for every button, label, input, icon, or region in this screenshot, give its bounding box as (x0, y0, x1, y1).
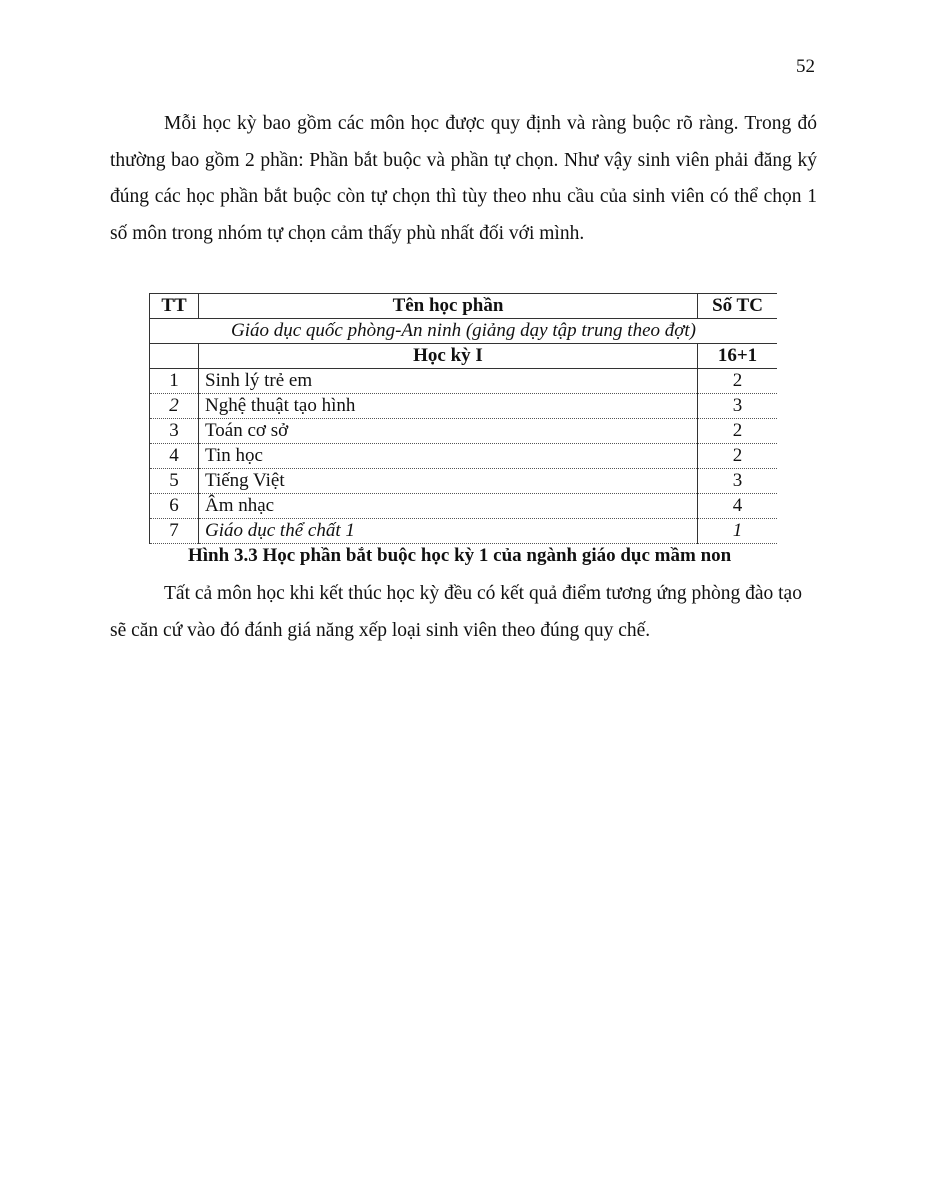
semester-empty-cell (150, 344, 199, 369)
table-row (150, 394, 778, 419)
row-tt: 2 (150, 394, 199, 419)
row-credits: 2 (698, 369, 778, 394)
row-credits: 3 (698, 469, 778, 494)
table-header-row (150, 294, 778, 319)
row-tt: 3 (150, 419, 199, 444)
row-course-name: Tin học (199, 444, 698, 469)
row-tt: 1 (150, 369, 199, 394)
semester-credits: 16+1 (698, 344, 778, 369)
row-credits: 4 (698, 494, 778, 519)
intro-paragraph (110, 106, 817, 252)
row-course-name: Nghệ thuật tạo hình (199, 394, 698, 419)
course-table (149, 293, 777, 544)
row-course-name: Giáo dục thể chất 1 (199, 519, 698, 544)
table-row (150, 469, 778, 494)
semester-label: Học kỳ I (199, 344, 698, 369)
page-number: 52 (796, 56, 815, 77)
table-row (150, 419, 778, 444)
row-credits: 2 (698, 419, 778, 444)
header-course-name: Tên học phần (199, 294, 698, 319)
row-credits: 1 (698, 519, 778, 544)
row-course-name: Âm nhạc (199, 494, 698, 519)
semester-row (150, 344, 778, 369)
row-tt: 5 (150, 469, 199, 494)
closing-paragraph-text: Tất cả môn học khi kết thúc học kỳ đều có kết quả điểm tương ứng phòng đào tạo sẽ căn cứ vào đó đánh giá năng xếp loại sinh viên theo đúng quy chế. (110, 583, 802, 641)
course-table-container (149, 293, 777, 544)
intro-paragraph-text: Mỗi học kỳ bao gồm các môn học được quy định và ràng buộc rõ ràng. Trong đó thường bao gồm 2 phần: Phần bắt buộc và phần tự chọn. Như vậy sinh viên phải đăng ký đúng các học phần bắt buộc còn tự chọn thì tùy theo nhu cầu của sinh viên có thể chọn 1 số môn trong nhóm tự chọn cảm thấy phù nhất đối với mình. (110, 113, 817, 244)
header-credits: Số TC (698, 294, 778, 319)
row-course-name: Tiếng Việt (199, 469, 698, 494)
row-course-name: Toán cơ sở (199, 419, 698, 444)
table-row (150, 444, 778, 469)
row-tt: 4 (150, 444, 199, 469)
row-course-name: Sinh lý trẻ em (199, 369, 698, 394)
row-tt: 7 (150, 519, 199, 544)
row-credits: 3 (698, 394, 778, 419)
section-note: Giáo dục quốc phòng-An ninh (giảng dạy tập trung theo đợt) (150, 319, 778, 344)
section-note-row (150, 319, 778, 344)
table-row (150, 494, 778, 519)
table-row (150, 369, 778, 394)
row-tt: 6 (150, 494, 199, 519)
table-row (150, 519, 778, 544)
closing-paragraph (110, 576, 817, 649)
figure-caption: Hình 3.3 Học phần bắt buộc học kỳ 1 của ngành giáo dục mầm non (188, 545, 732, 566)
row-credits: 2 (698, 444, 778, 469)
header-tt: TT (150, 294, 199, 319)
